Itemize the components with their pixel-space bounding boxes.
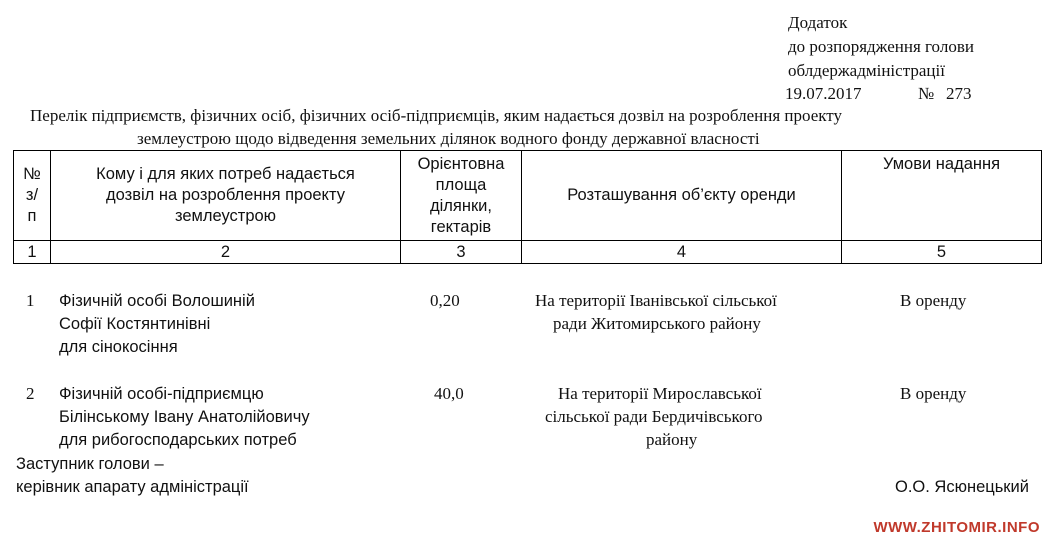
header-col-area: Орієнтовна площа ділянки, гектарів [401, 151, 522, 241]
column-number: 2 [51, 241, 401, 264]
column-number: 4 [522, 241, 842, 264]
row-recipient-line: для рибогосподарських потреб [59, 431, 297, 449]
row-location-line: На території Мирославської [558, 384, 762, 403]
document-title-line1: Перелік підприємств, фізичних осіб, фізичних осіб-підприємців, яким надається дозвіл на розроблення проекту [30, 106, 842, 125]
column-number: 1 [14, 241, 51, 264]
row-number: 2 [26, 384, 35, 403]
row-location-line: ради Житомирського району [553, 314, 761, 333]
header-col-location: Розташування об’єкту оренди [522, 151, 842, 241]
signature-name: О.О. Ясюнецький [895, 478, 1029, 496]
header-col-terms: Умови надання [842, 151, 1042, 241]
appendix-authority-line: облдержадміністрації [788, 61, 945, 80]
row-number: 1 [26, 291, 35, 310]
row-location-line: району [646, 430, 698, 449]
appendix-number-label: № [918, 84, 935, 103]
signature-position-line2: керівник апарату адміністрації [16, 478, 249, 496]
appendix-order-line: до розпорядження голови [788, 37, 974, 56]
column-number-row [14, 241, 1042, 264]
document-title-line2: землеустрою щодо відведення земельних ділянок водного фонду державної власності [137, 129, 760, 148]
row-recipient-line: Софії Костянтинівні [59, 315, 211, 333]
appendix-number: 273 [946, 84, 972, 103]
row-terms: В оренду [900, 291, 967, 310]
header-col-recipient: Кому і для яких потреб надається дозвіл на розроблення проекту землеустрою [51, 151, 401, 241]
row-terms: В оренду [900, 384, 967, 403]
header-table [13, 150, 1042, 264]
site-watermark: WWW.ZHITOMIR.INFO [873, 519, 1040, 536]
row-area: 0,20 [430, 291, 460, 310]
column-number: 3 [401, 241, 522, 264]
row-recipient-line: Фізичній особі Волошиній [59, 292, 255, 310]
row-recipient-line: Фізичній особі-підприємцю [59, 385, 264, 403]
row-area: 40,0 [434, 384, 464, 403]
header-col-number: № з/ п [14, 151, 51, 241]
row-recipient-line: Білінському Івану Анатолійовичу [59, 408, 310, 426]
appendix-date: 19.07.2017 [785, 84, 862, 103]
row-location-line: сільської ради Бердичівського [545, 407, 763, 426]
column-number: 5 [842, 241, 1042, 264]
signature-position-line1: Заступник голови – [16, 455, 164, 473]
row-location-line: На території Іванівської сільської [535, 291, 777, 310]
row-recipient-line: для сінокосіння [59, 338, 178, 356]
header-row [14, 151, 1042, 241]
appendix-label: Додаток [788, 13, 848, 32]
